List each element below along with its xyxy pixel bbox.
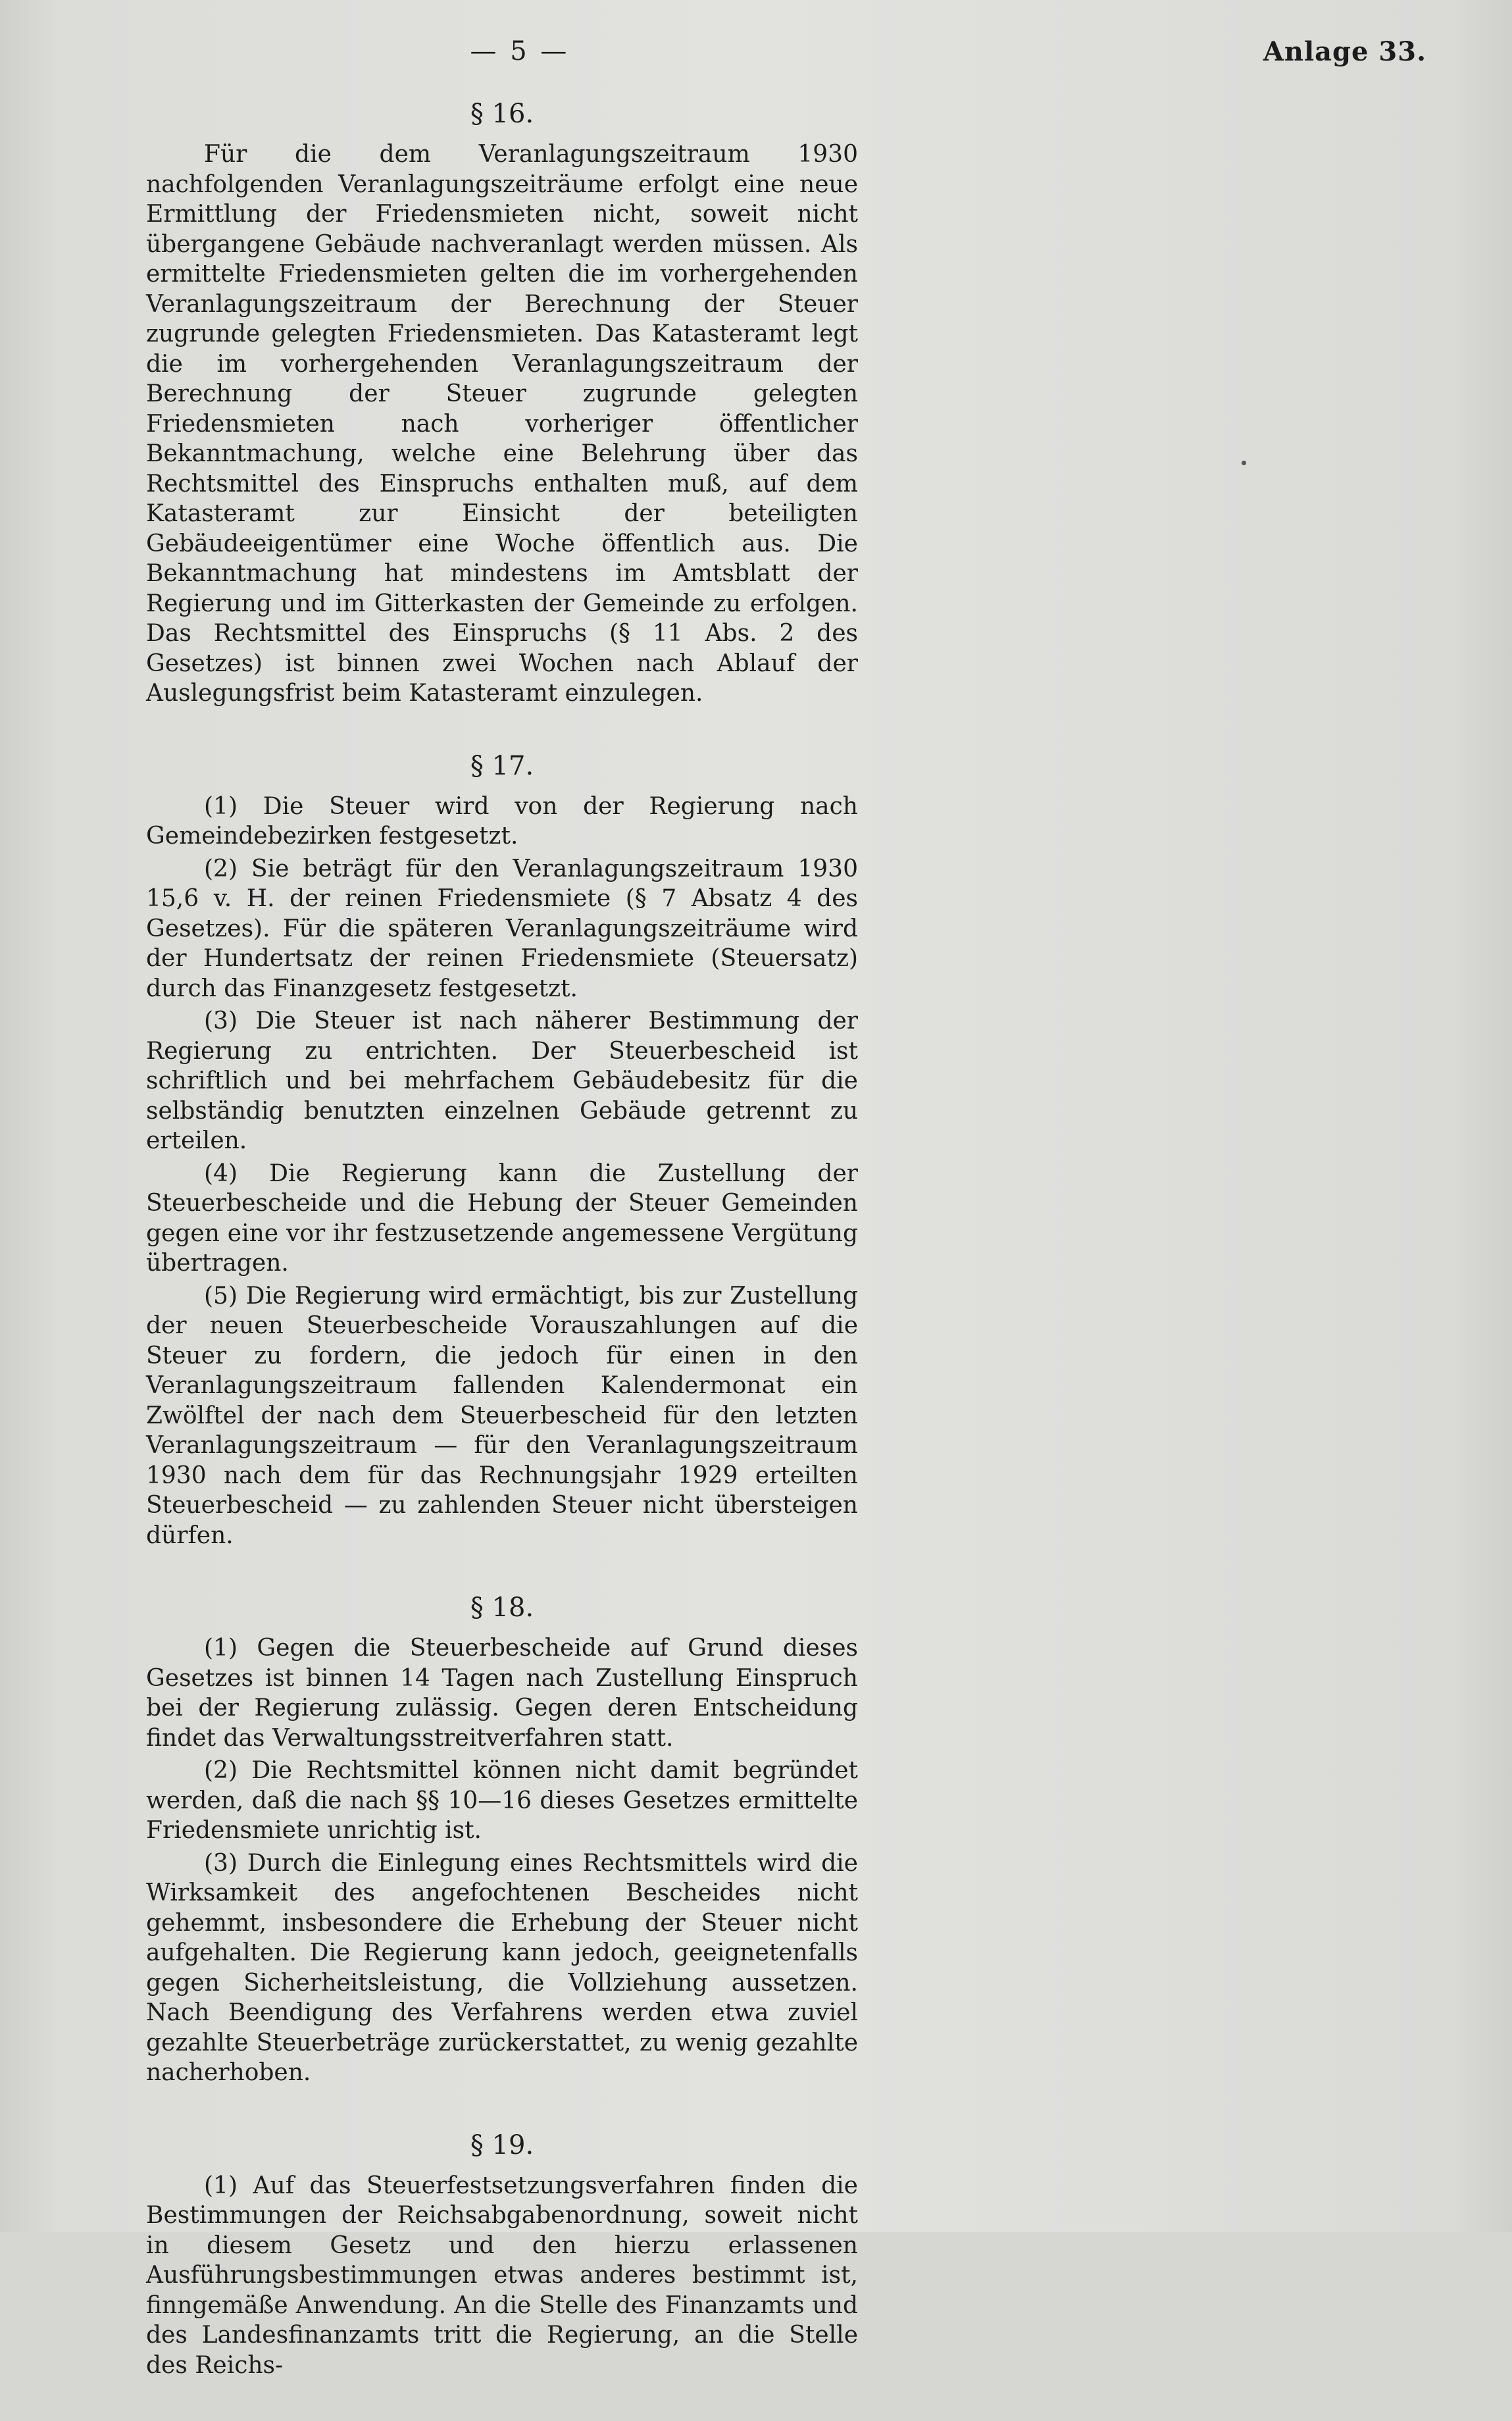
- paragraph: (1) Gegen die Steuerbescheide auf Grund dieses Gesetzes ist binnen 14 Tagen nach Zustellung Einspruch bei der Regierung zulässig. Gegen deren Entscheidung findet das Verwaltungsstreitverfahren statt.: [146, 1635, 858, 1752]
- paragraph: Für die dem Veranlagungszeitraum 1930 nachfolgenden Veranlagungszeiträume erfolgt eine neue Ermittlung der Friedensmieten nicht, soweit nicht übergangene Gebäude nachveranlagt werden müssen. Als ermittelte Friedensmieten gelten die im vorhergehenden Veranlagungszeitraum der Berechnung der Steuer zugrunde gelegten Friedensmieten. Das Katasteramt legt die im vorhergehenden Veranlagungszeitraum der Berechnung der Steuer zugrunde gelegten Friedensmieten nach vorheriger öffentlicher Bekanntmachung, welche eine Belehrung über das Rechtsmittel des Einspruchs enthalten muß, auf dem Katasteramt zur Einsicht der beteiligten Gebäudeeigentümer eine Woche öffentlich aus. Die Bekanntmachung hat mindestens im Amtsblatt der Regierung und im Gitterkasten der Gemeinde zu erfolgen. Das Rechtsmittel des Einspruchs (§ 11 Abs. 2 des Gesetzes) ist binnen zwei Wochen nach Ablauf der Auslegungsfrist beim Katasteramt einzulegen.: [146, 141, 858, 707]
- paragraph: (2) Die Rechtsmittel können nicht damit begründet werden, daß die nach §§ 10—16 dieses Gesetzes ermittelte Friedensmiete unrichtig ist.: [146, 1757, 858, 1844]
- annex-label: Anlage 33.: [1263, 36, 1426, 67]
- paragraph: (3) Die Steuer ist nach näherer Bestimmung der Regierung zu entrichten. Der Steuerbescheid ist schriftlich und bei mehrfachem Gebäudebesitz für die selbständig benutzten einzelnen Gebäude getrennt zu erteilen.: [146, 1007, 858, 1154]
- section-heading: § 17.: [470, 750, 534, 781]
- section-16: [146, 97, 858, 709]
- paragraph: (1) Auf das Steuerfestsetzungsverfahren finden die Bestimmungen der Reichsabgabenordnung, soweit nicht in diesem Gesetz und den hierzu erlassenen Ausführungsbestimmungen etwas anderes bestimmt ist, finngemäße Anwendung. An die Stelle des Finanzamts und des Landesfinanzamts tritt die Regierung, an die Stelle des Reichs-: [146, 2172, 858, 2379]
- paragraph: (4) Die Regierung kann die Zustellung der Steuerbescheide und die Hebung der Steuer Gemeinden gegen eine vor ihr festzusetzende angemessene Vergütung übertragen.: [146, 1160, 858, 1277]
- section-heading: § 16.: [470, 99, 534, 129]
- paragraph: (3) Durch die Einlegung eines Rechtsmittels wird die Wirksamkeit des angefochtenen Bescheides nicht gehemmt, insbesondere die Erhebung der Steuer nicht aufgehalten. Die Regierung kann jedoch, geeignetenfalls gegen Sicherheitsleistung, die Vollziehung aussetzen. Nach Beendigung des Verfahrens werden etwa zuviel gezahlte Steuerbeträge zurückerstattet, zu wenig gezahlte nacherhoben.: [146, 1849, 858, 2086]
- section-19: [146, 2129, 858, 2381]
- section-heading: § 19.: [470, 2129, 534, 2160]
- paragraph: (1) Die Steuer wird von der Regierung nach Gemeindebezirken festgesetzt.: [146, 792, 858, 850]
- paragraph: (5) Die Regierung wird ermächtigt, bis zur Zustellung der neuen Steuerbescheide Vorauszahlungen auf die Steuer zu fordern, die jedoch für einen in den Veranlagungszeitraum fallenden Kalendermonat ein Zwölftel der nach dem Steuerbescheid für den letzten Veranlagungszeitraum — für den Veranlagungszeitraum 1930 nach dem für das Rechnungsjahr 1929 erteilten Steuerbescheid — zu zahlenden Steuer nicht übersteigen dürfen.: [146, 1282, 858, 1549]
- section-18: [146, 1591, 858, 2088]
- page-number: — 5 —: [470, 36, 570, 66]
- paragraph: (2) Sie beträgt für den Veranlagungszeitraum 1930 15,6 v. H. der reinen Friedensmiete (§ 7 Absatz 4 des Gesetzes). Für die späteren Veranlagungszeiträume wird der Hundertsatz der reinen Friedensmiete (Steuersatz) durch das Finanzgesetz festgesetzt.: [146, 855, 858, 1002]
- section-17: [146, 750, 858, 1551]
- page-header: [0, 36, 1512, 76]
- section-heading: § 18.: [470, 1593, 534, 1623]
- text-column: [146, 97, 858, 2421]
- paper-speck: [1242, 461, 1246, 465]
